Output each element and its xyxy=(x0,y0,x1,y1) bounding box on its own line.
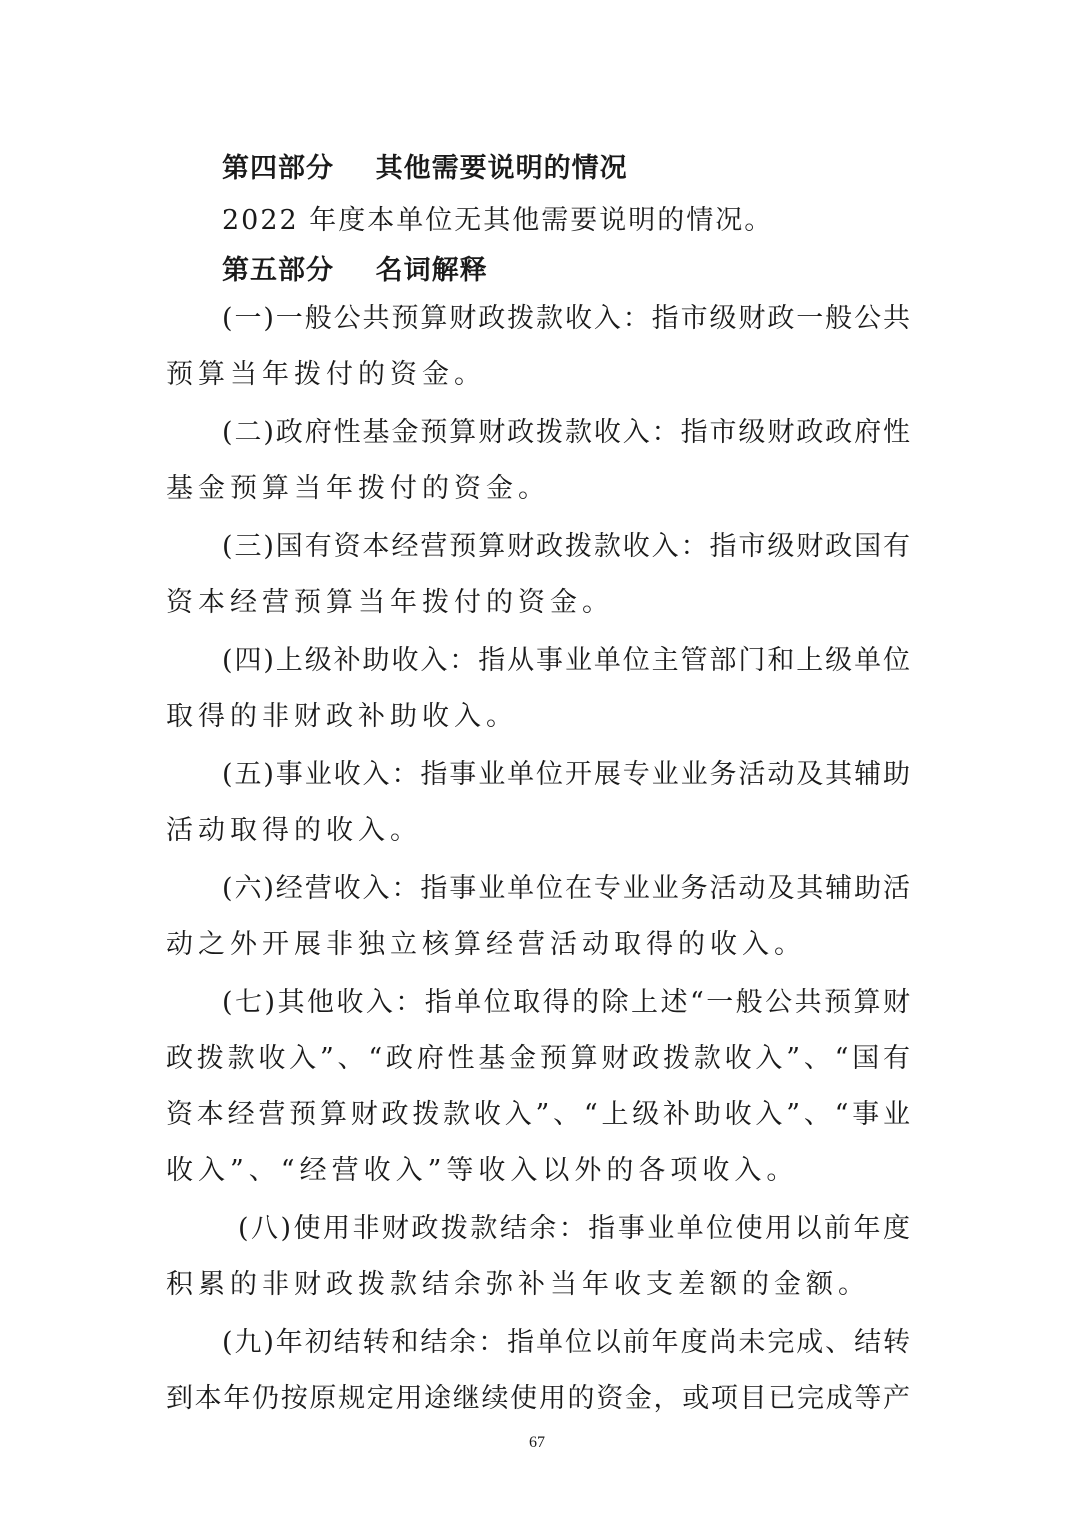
term-7-line-4: 收入”、“经营收入”等收入以外的各项收入。 xyxy=(166,1155,799,1186)
term-5-line-1: (五)事业收入：指事业单位开展专业业务活动及其辅助 xyxy=(222,759,910,790)
term-7-line-3: 资本经营预算财政拨款收入”、“上级补助收入”、“事业 xyxy=(166,1099,910,1130)
term-8-line-2: 积累的非财政拨款结余弥补当年收支差额的金额。 xyxy=(166,1269,870,1300)
term-2-line-1: (二)政府性基金预算财政拨款收入：指市级财政政府性 xyxy=(222,417,910,448)
term-5-line-2: 活动取得的收入。 xyxy=(166,815,422,846)
section-4-heading: 第四部分 其他需要说明的情况 xyxy=(222,153,628,184)
term-7-line-2: 政拨款收入”、“政府性基金预算财政拨款收入”、“国有 xyxy=(166,1043,910,1074)
term-9-line-2: 到本年仍按原规定用途继续使用的资金，或项目已完成等产 xyxy=(166,1383,910,1414)
section-4-text: 2022 年度本单位无其他需要说明的情况。 xyxy=(222,205,774,236)
term-3-line-1: (三)国有资本经营预算财政拨款收入：指市级财政国有 xyxy=(222,531,910,562)
term-4-line-1: (四)上级补助收入：指从事业单位主管部门和上级单位 xyxy=(222,645,910,676)
section-5-heading: 第五部分 名词解释 xyxy=(222,255,488,286)
page-number: 67 xyxy=(529,1434,545,1451)
term-2-line-2: 基金预算当年拨付的资金。 xyxy=(166,473,550,504)
term-8-line-1: (八)使用非财政拨款结余：指事业单位使用以前年度 xyxy=(238,1213,910,1244)
term-9-line-1: (九)年初结转和结余：指单位以前年度尚未完成、结转 xyxy=(222,1327,910,1358)
term-1-line-2: 预算当年拨付的资金。 xyxy=(166,359,486,390)
term-6-line-1: (六)经营收入：指事业单位在专业业务活动及其辅助活 xyxy=(222,873,910,904)
term-1-line-1: (一)一般公共预算财政拨款收入：指市级财政一般公共 xyxy=(222,303,910,334)
term-3-line-2: 资本经营预算当年拨付的资金。 xyxy=(166,587,614,618)
term-7-line-1: (七)其他收入：指单位取得的除上述“一般公共预算财 xyxy=(222,987,910,1018)
term-4-line-2: 取得的非财政补助收入。 xyxy=(166,701,518,732)
term-6-line-2: 动之外开展非独立核算经营活动取得的收入。 xyxy=(166,929,806,960)
